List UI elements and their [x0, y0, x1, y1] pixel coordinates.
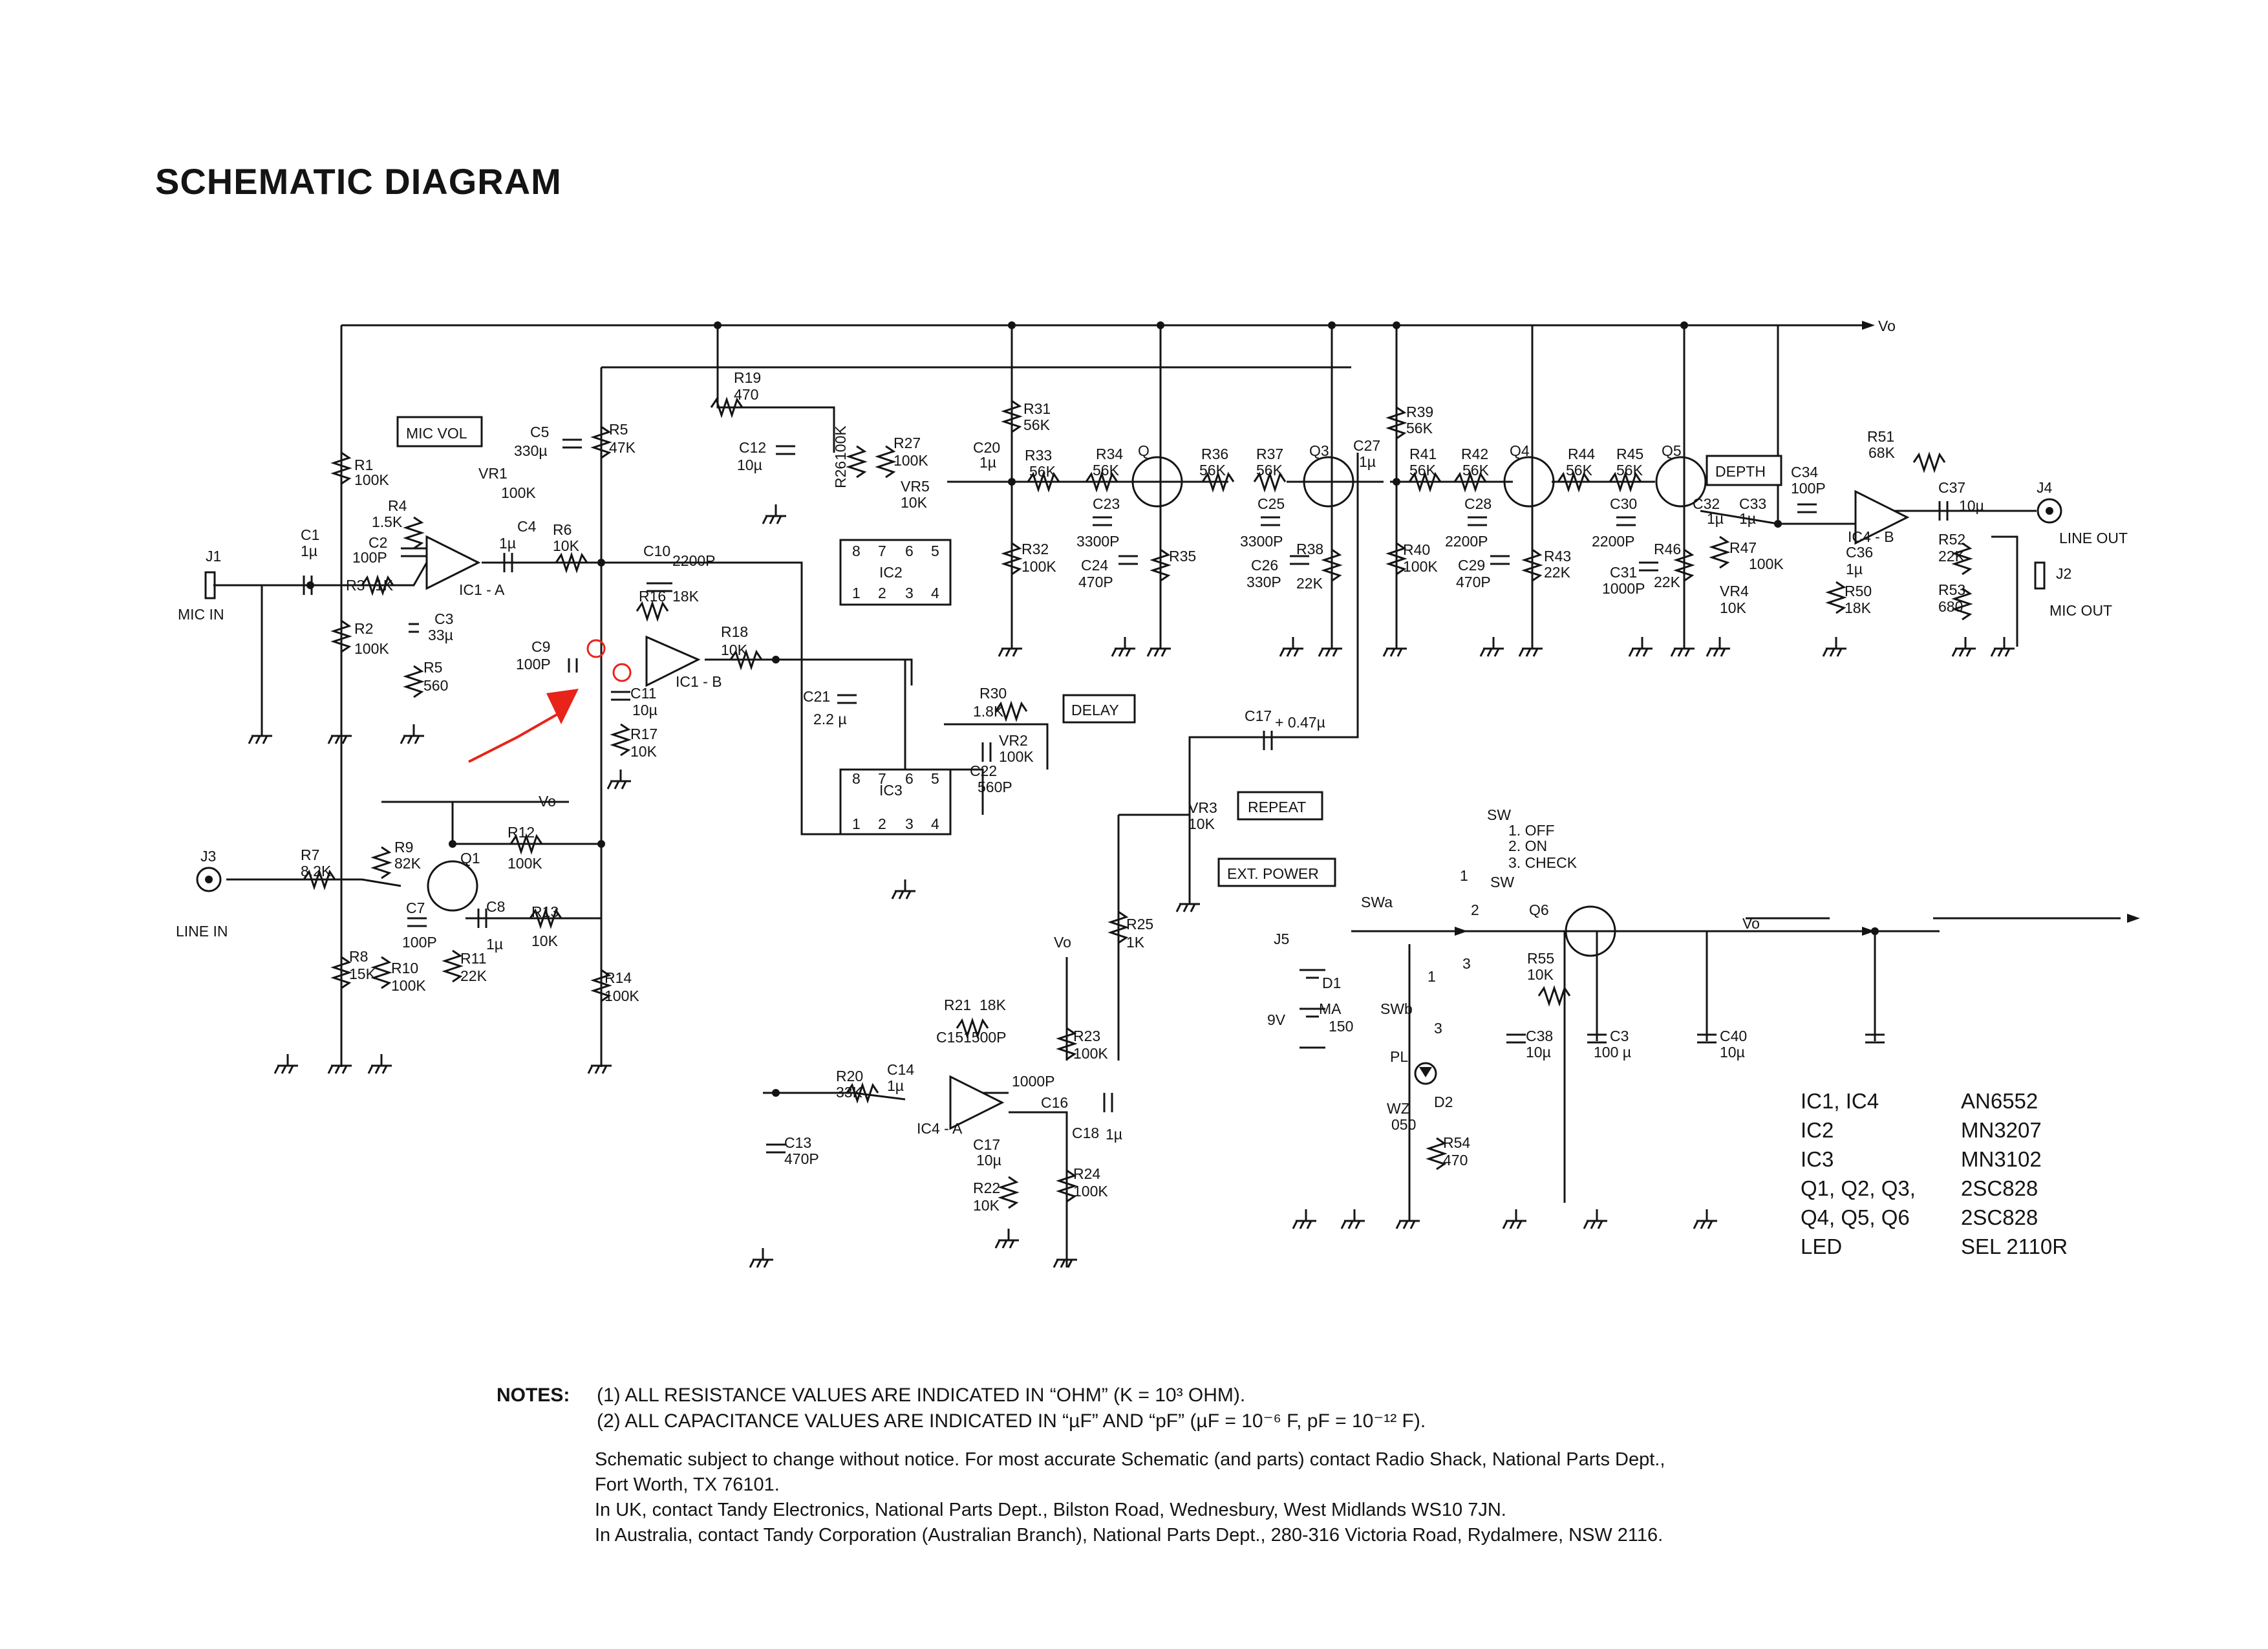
svg-text:C23: C23	[1093, 495, 1120, 512]
svg-text:1µ: 1µ	[499, 535, 517, 552]
svg-text:R27: R27	[893, 435, 921, 451]
svg-text:100K: 100K	[999, 748, 1034, 765]
page-title: SCHEMATIC DIAGRAM	[155, 161, 562, 202]
svg-text:100P: 100P	[516, 656, 551, 673]
parts-row: Q1, Q2, Q3, 2SC828	[1801, 1176, 2038, 1200]
rail-label-vo-out: Vo	[1742, 915, 1760, 932]
note-1: (1) ALL RESISTANCE VALUES ARE INDICATED IN “OHM” (K = 10³ OHM).	[597, 1385, 1246, 1406]
svg-text:33K: 33K	[836, 1084, 862, 1101]
connector-ref-j2: J2	[2056, 565, 2072, 582]
svg-text:Q3: Q3	[1309, 442, 1329, 459]
svg-text:3300P: 3300P	[1076, 533, 1120, 550]
svg-text:DEPTH: DEPTH	[1715, 463, 1766, 480]
svg-text:SWa: SWa	[1361, 894, 1393, 911]
ic-label-ic3: IC3	[879, 782, 903, 799]
svg-text:VR5: VR5	[901, 478, 930, 495]
svg-text:470P: 470P	[1078, 574, 1113, 590]
ic-label-ic1b: IC1 - B	[676, 673, 722, 690]
svg-text:2200P: 2200P	[672, 552, 716, 569]
svg-text:2. ON: 2. ON	[1508, 837, 1548, 854]
label-box-depth	[1707, 456, 1781, 485]
svg-text:R9: R9	[394, 839, 414, 856]
svg-text:R18: R18	[721, 623, 749, 640]
connector-label-line-in: LINE IN	[176, 923, 228, 940]
grounds	[249, 504, 2015, 1267]
parts-row: IC3 MN3102	[1801, 1147, 2042, 1171]
svg-text:8.2K: 8.2K	[301, 863, 332, 879]
jack-j1	[206, 572, 262, 731]
svg-text:R25: R25	[1126, 916, 1154, 932]
svg-text:100K: 100K	[508, 855, 542, 872]
svg-text:SW: SW	[1490, 874, 1515, 890]
svg-text:C13: C13	[784, 1134, 812, 1151]
svg-text:7: 7	[878, 543, 886, 559]
svg-text:100P: 100P	[402, 934, 437, 951]
svg-text:R13: R13	[531, 903, 559, 920]
svg-text:R5: R5	[423, 659, 443, 676]
svg-text:1000P: 1000P	[1012, 1073, 1055, 1090]
svg-text:1µ: 1µ	[1359, 453, 1376, 470]
op-amp-ic1a	[427, 537, 478, 588]
svg-text:8: 8	[852, 543, 861, 559]
svg-text:56K: 56K	[1256, 462, 1283, 479]
svg-text:1. OFF: 1. OFF	[1508, 822, 1555, 839]
svg-text:56K: 56K	[1409, 462, 1436, 479]
svg-text:1: 1	[852, 585, 861, 601]
jack-j4	[2038, 499, 2061, 523]
svg-text:R35: R35	[1169, 548, 1197, 565]
footer-line: In Australia, contact Tandy Corporation (Australian Branch), National Parts Dept., 280-316 Victoria Road, Rydalmere, NSW 2116.	[595, 1525, 1664, 1546]
svg-text:C18: C18	[1072, 1125, 1100, 1141]
svg-text:100K: 100K	[1073, 1045, 1108, 1062]
svg-text:SW: SW	[1487, 806, 1512, 823]
svg-text:+ 0.47µ: + 0.47µ	[1275, 714, 1325, 731]
svg-text:C15: C15	[936, 1029, 964, 1046]
svg-text:C21: C21	[803, 688, 831, 705]
svg-text:R54: R54	[1443, 1134, 1471, 1151]
svg-text:C10: C10	[643, 543, 671, 559]
svg-text:R53: R53	[1938, 581, 1966, 598]
parts-row: IC2 MN3207	[1801, 1118, 2042, 1142]
svg-text:R8: R8	[349, 948, 369, 965]
svg-text:560: 560	[423, 677, 449, 694]
svg-text:6: 6	[905, 770, 914, 787]
svg-text:R11: R11	[460, 950, 487, 967]
svg-text:1µ: 1µ	[486, 936, 504, 953]
svg-text:C20: C20	[973, 439, 1001, 456]
svg-text:22K: 22K	[1296, 575, 1323, 592]
svg-text:C2: C2	[369, 534, 388, 551]
svg-text:R52: R52	[1938, 531, 1966, 548]
svg-text:C26: C26	[1251, 557, 1279, 574]
ic-label-ic4b: IC4 - B	[1848, 528, 1894, 545]
svg-text:PL: PL	[1390, 1048, 1409, 1065]
svg-text:R47: R47	[1729, 539, 1757, 556]
svg-text:330P: 330P	[1246, 574, 1281, 590]
svg-text:Q5: Q5	[1662, 442, 1682, 459]
svg-text:1µ: 1µ	[1739, 510, 1757, 527]
svg-text:R34: R34	[1096, 446, 1124, 462]
svg-text:R32: R32	[1022, 541, 1049, 557]
svg-text:100K: 100K	[1022, 558, 1056, 575]
svg-text:C30: C30	[1610, 495, 1638, 512]
connector-ref-j1: J1	[206, 548, 222, 565]
svg-text:R39: R39	[1406, 404, 1434, 420]
svg-text:100K: 100K	[391, 977, 426, 994]
svg-text:1.5K: 1.5K	[372, 513, 403, 530]
svg-text:2: 2	[878, 585, 886, 601]
svg-text:1µ: 1µ	[1707, 510, 1724, 527]
svg-text:C40: C40	[1720, 1028, 1748, 1044]
svg-text:C9: C9	[531, 638, 551, 655]
svg-text:C22: C22	[970, 762, 998, 779]
svg-text:1µ: 1µ	[887, 1077, 904, 1094]
svg-text:R41: R41	[1409, 446, 1437, 462]
svg-text:R31: R31	[1023, 400, 1051, 417]
svg-text:100P: 100P	[352, 549, 387, 566]
svg-text:100K: 100K	[354, 471, 389, 488]
svg-text:C32: C32	[1693, 495, 1720, 512]
svg-text:470P: 470P	[1456, 574, 1491, 590]
svg-text:15K: 15K	[349, 965, 376, 982]
svg-text:R38: R38	[1296, 541, 1324, 557]
svg-text:100K: 100K	[1073, 1183, 1108, 1200]
svg-text:100 µ: 100 µ	[1594, 1044, 1632, 1061]
label-box-delay	[1064, 695, 1135, 722]
notes-label: NOTES:	[497, 1385, 570, 1406]
svg-text:2: 2	[1471, 901, 1479, 918]
footer-line: Fort Worth, TX 76101.	[595, 1474, 780, 1495]
svg-text:R43: R43	[1544, 548, 1572, 565]
svg-text:R17: R17	[630, 726, 658, 742]
svg-text:R30: R30	[979, 685, 1007, 702]
svg-text:82K: 82K	[394, 855, 421, 872]
svg-text:R4: R4	[388, 497, 407, 514]
svg-text:C7: C7	[406, 900, 425, 916]
svg-text:R23: R23	[1073, 1028, 1101, 1044]
svg-text:10K: 10K	[1720, 599, 1746, 616]
svg-text:C17: C17	[973, 1136, 1001, 1153]
svg-text:EXT. POWER: EXT. POWER	[1227, 865, 1319, 882]
svg-text:R33: R33	[1025, 447, 1053, 464]
svg-text:R7: R7	[301, 846, 320, 863]
rail-label-vo-ic4: Vo	[1054, 934, 1071, 951]
svg-text:R6: R6	[553, 521, 572, 538]
svg-text:R45: R45	[1616, 446, 1644, 462]
svg-text:10K: 10K	[1527, 966, 1554, 983]
svg-text:56K: 56K	[1616, 462, 1643, 479]
jack-j2	[2035, 563, 2044, 588]
svg-text:56K: 56K	[1462, 462, 1489, 479]
svg-text:470P: 470P	[784, 1150, 819, 1167]
svg-text:9V: 9V	[1267, 1011, 1286, 1028]
label-box-repeat	[1238, 792, 1322, 819]
svg-text:R3: R3	[346, 577, 365, 594]
connector-ref-j4: J4	[2037, 479, 2053, 496]
svg-text:R26: R26	[832, 460, 849, 488]
svg-text:1µ: 1µ	[301, 543, 318, 559]
connector-ref-j5: J5	[1274, 931, 1290, 947]
svg-text:R22: R22	[973, 1180, 1001, 1196]
svg-text:1500P: 1500P	[963, 1029, 1007, 1046]
svg-text:C36: C36	[1846, 544, 1874, 561]
svg-text:10K: 10K	[553, 537, 579, 554]
svg-text:7: 7	[878, 770, 886, 787]
svg-text:R46: R46	[1654, 541, 1682, 557]
svg-text:22K: 22K	[1938, 548, 1965, 565]
svg-text:100K: 100K	[893, 452, 928, 469]
parts-list	[1801, 1086, 2068, 1261]
svg-text:3. CHECK: 3. CHECK	[1508, 854, 1578, 871]
svg-text:150: 150	[1329, 1018, 1354, 1035]
svg-text:100K: 100K	[1403, 558, 1438, 575]
svg-text:100P: 100P	[1791, 480, 1826, 497]
svg-text:Q6: Q6	[1529, 901, 1549, 918]
connector-label-line-out: LINE OUT	[2059, 530, 2128, 546]
svg-text:22K: 22K	[1654, 574, 1680, 590]
svg-text:4: 4	[931, 585, 939, 601]
connector-label-mic-out: MIC OUT	[2049, 602, 2113, 619]
svg-text:R40: R40	[1403, 541, 1431, 558]
svg-text:3300P: 3300P	[1240, 533, 1283, 550]
svg-text:22K: 22K	[1544, 564, 1570, 581]
svg-text:18K: 18K	[1845, 599, 1871, 616]
svg-text:2200P: 2200P	[1445, 533, 1488, 550]
svg-text:R50: R50	[1845, 583, 1872, 599]
svg-text:REPEAT: REPEAT	[1248, 799, 1307, 815]
jack-j3	[197, 868, 220, 891]
svg-text:C34: C34	[1791, 464, 1819, 480]
svg-text:100K: 100K	[1749, 555, 1784, 572]
svg-text:18K: 18K	[979, 997, 1006, 1013]
svg-text:R37: R37	[1256, 446, 1284, 462]
svg-text:68K: 68K	[1868, 444, 1895, 461]
svg-text:C1: C1	[301, 526, 320, 543]
svg-text:1: 1	[1460, 867, 1468, 884]
svg-text:DELAY: DELAY	[1071, 702, 1119, 718]
svg-text:C8: C8	[486, 898, 506, 915]
svg-text:R55: R55	[1527, 950, 1555, 967]
svg-text:56K: 56K	[1566, 462, 1592, 479]
svg-text:10µ: 10µ	[1526, 1044, 1551, 1061]
svg-text:SWb: SWb	[1380, 1000, 1413, 1017]
svg-text:56K: 56K	[1199, 462, 1226, 479]
label-box-mic-vol	[398, 417, 482, 446]
svg-text:R42: R42	[1461, 446, 1489, 462]
rail-label-vo: Vo	[1878, 318, 1896, 334]
svg-text:R10: R10	[391, 960, 419, 976]
svg-text:47K: 47K	[609, 439, 636, 456]
svg-text:MIC VOL: MIC VOL	[406, 425, 467, 442]
svg-text:5: 5	[931, 770, 939, 787]
svg-text:10K: 10K	[630, 743, 657, 760]
svg-text:100K: 100K	[832, 426, 849, 460]
svg-text:3: 3	[1434, 1020, 1442, 1037]
svg-text:C14: C14	[887, 1061, 915, 1078]
svg-text:100K: 100K	[354, 640, 389, 657]
svg-text:C16: C16	[1041, 1094, 1069, 1111]
svg-text:10K: 10K	[973, 1197, 1000, 1214]
parts-row: Q4, Q5, Q6 2SC828	[1801, 1205, 2038, 1229]
svg-text:680: 680	[1938, 598, 1963, 615]
svg-text:22K: 22K	[460, 967, 487, 984]
svg-text:R51: R51	[1867, 428, 1895, 445]
transistor-labels	[460, 442, 1682, 918]
svg-text:100K: 100K	[501, 484, 536, 501]
svg-text:050: 050	[1391, 1116, 1417, 1133]
notes-block	[497, 1383, 1426, 1434]
parts-row: LED SEL 2110R	[1801, 1234, 2068, 1258]
svg-text:Q4: Q4	[1510, 442, 1530, 459]
svg-text:56K: 56K	[1406, 420, 1433, 436]
svg-text:5: 5	[931, 543, 939, 559]
svg-text:3: 3	[905, 585, 914, 601]
parts-row: IC1, IC4 AN6552	[1801, 1089, 2038, 1113]
svg-text:56K: 56K	[1029, 463, 1056, 480]
svg-text:2200P: 2200P	[1592, 533, 1635, 550]
svg-text:100K: 100K	[604, 987, 639, 1004]
svg-text:C5: C5	[530, 424, 550, 440]
footer-line: In UK, contact Tandy Electronics, National Parts Dept., Bilston Road, Wednesbury, West Midlands WS10 7JN.	[595, 1500, 1506, 1520]
svg-text:C38: C38	[1526, 1028, 1554, 1044]
svg-text:C3: C3	[434, 610, 454, 627]
svg-text:MA: MA	[1319, 1000, 1342, 1017]
svg-text:1µ: 1µ	[1106, 1126, 1123, 1143]
svg-text:1µ: 1µ	[1846, 561, 1863, 577]
svg-text:R12: R12	[508, 824, 535, 841]
svg-text:Q: Q	[1138, 442, 1150, 459]
svg-text:R24: R24	[1073, 1165, 1101, 1182]
svg-text:C11: C11	[630, 685, 657, 702]
svg-text:1K: 1K	[1126, 934, 1145, 951]
svg-text:6: 6	[905, 543, 914, 559]
svg-text:56K: 56K	[1093, 462, 1119, 479]
svg-text:1K: 1K	[375, 577, 394, 594]
svg-text:VR1: VR1	[478, 465, 508, 482]
svg-text:VR2: VR2	[999, 732, 1028, 749]
svg-text:2: 2	[878, 815, 886, 832]
svg-text:R36: R36	[1201, 446, 1229, 462]
ic-label-ic2: IC2	[879, 564, 903, 581]
svg-text:10K: 10K	[1188, 815, 1215, 832]
svg-text:C25: C25	[1257, 495, 1285, 512]
svg-text:3: 3	[905, 815, 914, 832]
led-pl	[1415, 1063, 1436, 1084]
svg-text:1µ: 1µ	[979, 454, 997, 471]
svg-text:470: 470	[1443, 1152, 1468, 1169]
note-2: (2) ALL CAPACITANCE VALUES ARE INDICATED IN “µF” AND “pF” (µF = 10⁻⁶ F, pF = 10⁻¹² F).	[597, 1410, 1426, 1432]
svg-text:R16: R16	[639, 588, 667, 605]
svg-text:18K: 18K	[672, 588, 699, 605]
svg-text:10K: 10K	[721, 641, 747, 658]
svg-text:C37: C37	[1938, 479, 1966, 496]
svg-text:1000P: 1000P	[1602, 580, 1645, 597]
ic-label-ic1a: IC1 - A	[459, 581, 505, 598]
connector-label-mic-in: MIC IN	[178, 606, 224, 623]
svg-text:R14: R14	[604, 969, 632, 986]
svg-text:8: 8	[852, 770, 861, 787]
svg-text:R5: R5	[609, 421, 628, 438]
svg-text:330µ: 330µ	[514, 442, 548, 459]
svg-text:C3: C3	[1610, 1028, 1629, 1044]
svg-text:56K: 56K	[1023, 416, 1050, 433]
svg-text:C27: C27	[1353, 437, 1381, 454]
svg-text:R21: R21	[944, 997, 972, 1013]
svg-text:10µ: 10µ	[1959, 497, 1984, 514]
svg-text:C17: C17	[1245, 707, 1272, 724]
svg-text:D2: D2	[1434, 1094, 1453, 1110]
svg-text:1.8K: 1.8K	[973, 703, 1004, 720]
svg-text:10µ: 10µ	[1720, 1044, 1745, 1061]
svg-text:10µ: 10µ	[737, 457, 762, 473]
svg-text:C29: C29	[1458, 557, 1486, 574]
svg-text:33µ: 33µ	[428, 627, 453, 643]
svg-text:560P: 560P	[978, 779, 1012, 795]
svg-text:4: 4	[931, 815, 939, 832]
svg-text:10K: 10K	[531, 932, 558, 949]
svg-text:C24: C24	[1081, 557, 1109, 574]
svg-text:470: 470	[734, 386, 759, 403]
svg-text:1: 1	[1428, 968, 1436, 985]
svg-text:10µ: 10µ	[632, 702, 658, 718]
footer-line: Schematic subject to change without notice. For most accurate Schematic (and parts) contact Radio Shack, National Parts Dept.,	[595, 1449, 1665, 1470]
svg-text:VR3: VR3	[1188, 799, 1217, 816]
svg-text:R1: R1	[354, 457, 374, 473]
svg-text:10K: 10K	[901, 494, 927, 511]
ic-label-ic4a: IC4 - A	[917, 1120, 963, 1137]
svg-text:C4: C4	[517, 518, 537, 535]
svg-text:C33: C33	[1739, 495, 1767, 512]
svg-text:R19: R19	[734, 369, 762, 386]
svg-text:1: 1	[852, 815, 861, 832]
svg-text:3: 3	[1462, 955, 1471, 972]
svg-text:R2: R2	[354, 620, 374, 637]
svg-text:VR4: VR4	[1720, 583, 1749, 599]
contact-footer	[595, 1447, 1985, 1548]
svg-text:2.2 µ: 2.2 µ	[813, 711, 847, 727]
svg-text:Q1: Q1	[460, 850, 480, 867]
svg-text:C28: C28	[1464, 495, 1492, 512]
svg-text:C12: C12	[739, 439, 767, 456]
svg-text:10µ: 10µ	[976, 1152, 1001, 1169]
svg-text:R20: R20	[836, 1068, 864, 1084]
svg-text:C31: C31	[1610, 564, 1638, 581]
label-box-ext-power	[1219, 859, 1335, 886]
rail-label-vo-q1: Vo	[539, 793, 556, 810]
svg-text:R44: R44	[1568, 446, 1596, 462]
connector-ref-j3: J3	[200, 848, 217, 865]
svg-text:D1: D1	[1322, 975, 1342, 991]
svg-text:WZ: WZ	[1387, 1100, 1410, 1117]
